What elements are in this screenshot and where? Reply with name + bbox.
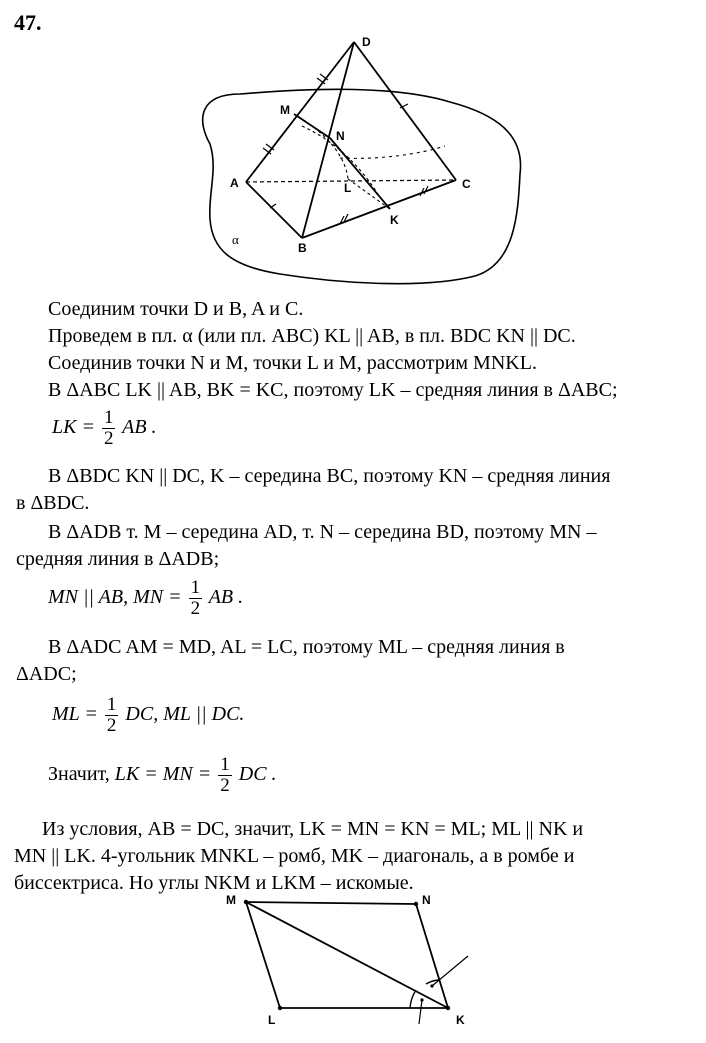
eq1-num: 1: [103, 407, 114, 428]
text-line-8: средняя линия в ΔADB;: [16, 548, 220, 570]
eq3-left: ML =: [52, 703, 98, 726]
eq2-right: AB .: [208, 586, 244, 609]
label-D: D: [362, 35, 371, 49]
label-M: M: [280, 103, 290, 117]
text-line-3: Соединив точки N и M, точки L и M, рассмотрим MNKL.: [48, 352, 537, 374]
text-line-4: В ΔABC LK || AB, BK = KC, поэтому LK – средняя линия в ΔABC;: [48, 379, 618, 401]
label-K2: K: [456, 1013, 465, 1027]
text-line-7: В ΔADB т. M – середина AD, т. N – середина BD, поэтому MN –: [48, 521, 597, 543]
equation-4: [48, 755, 277, 796]
text-line-9: В ΔADC AM = MD, AL = LC, поэтому ML – средняя линия в: [48, 636, 565, 658]
problem-number: 47.: [14, 10, 42, 35]
eq2-num: 1: [190, 577, 201, 598]
equation-1: [52, 408, 157, 449]
label-L: L: [344, 181, 352, 195]
label-K: K: [390, 213, 399, 227]
label-N2: N: [422, 893, 431, 907]
text-line-11: Из условия, AB = DC, значит, LK = MN = KN = ML; ML || NK и: [42, 818, 584, 840]
label-M2: M: [226, 893, 236, 907]
equation-2: [48, 578, 243, 619]
eq4-right: DC .: [238, 763, 277, 786]
eq4-left: LK = MN =: [114, 763, 212, 786]
eq1-den: 2: [103, 428, 114, 449]
equation-3: [52, 695, 244, 736]
rhombus-figure: [220, 892, 490, 1032]
eq1-right: AB .: [122, 416, 157, 439]
eq2-den: 2: [190, 598, 201, 619]
eq4-prefix: Значит,: [48, 763, 110, 786]
eq2-left: MN || AB, MN =: [48, 586, 182, 609]
text-line-13: биссектриса. Но углы NKM и LKM – искомые.: [14, 872, 414, 894]
text-line-12: MN || LK. 4-угольник MNKL – ромб, MK – диагональ, а в ромбе и: [14, 845, 575, 867]
label-L2: L: [268, 1013, 276, 1027]
text-line-10: ΔADC;: [16, 663, 77, 685]
eq4-num: 1: [220, 754, 230, 775]
eq3-num: 1: [106, 694, 117, 715]
label-N: N: [336, 129, 345, 143]
eq1-left: LK =: [52, 416, 95, 439]
label-B: B: [298, 241, 307, 255]
tetrahedron-figure: [190, 34, 530, 296]
label-A: A: [230, 176, 239, 190]
text-line-1: Соединим точки D и B, A и C.: [48, 298, 304, 320]
label-alpha: α: [232, 232, 239, 247]
eq4-den: 2: [220, 775, 230, 796]
eq3-den: 2: [106, 715, 117, 736]
text-line-2: Проведем в пл. α (или пл. ABC) KL || AB, в пл. BDC KN || DC.: [48, 325, 576, 347]
label-C: C: [462, 177, 471, 191]
text-line-5: В ΔBDC KN || DC, K – середина BC, поэтому KN – средняя линия: [48, 465, 611, 487]
text-line-6: в ΔBDC.: [16, 492, 90, 514]
eq3-right: DC, ML || DC.: [125, 703, 245, 726]
